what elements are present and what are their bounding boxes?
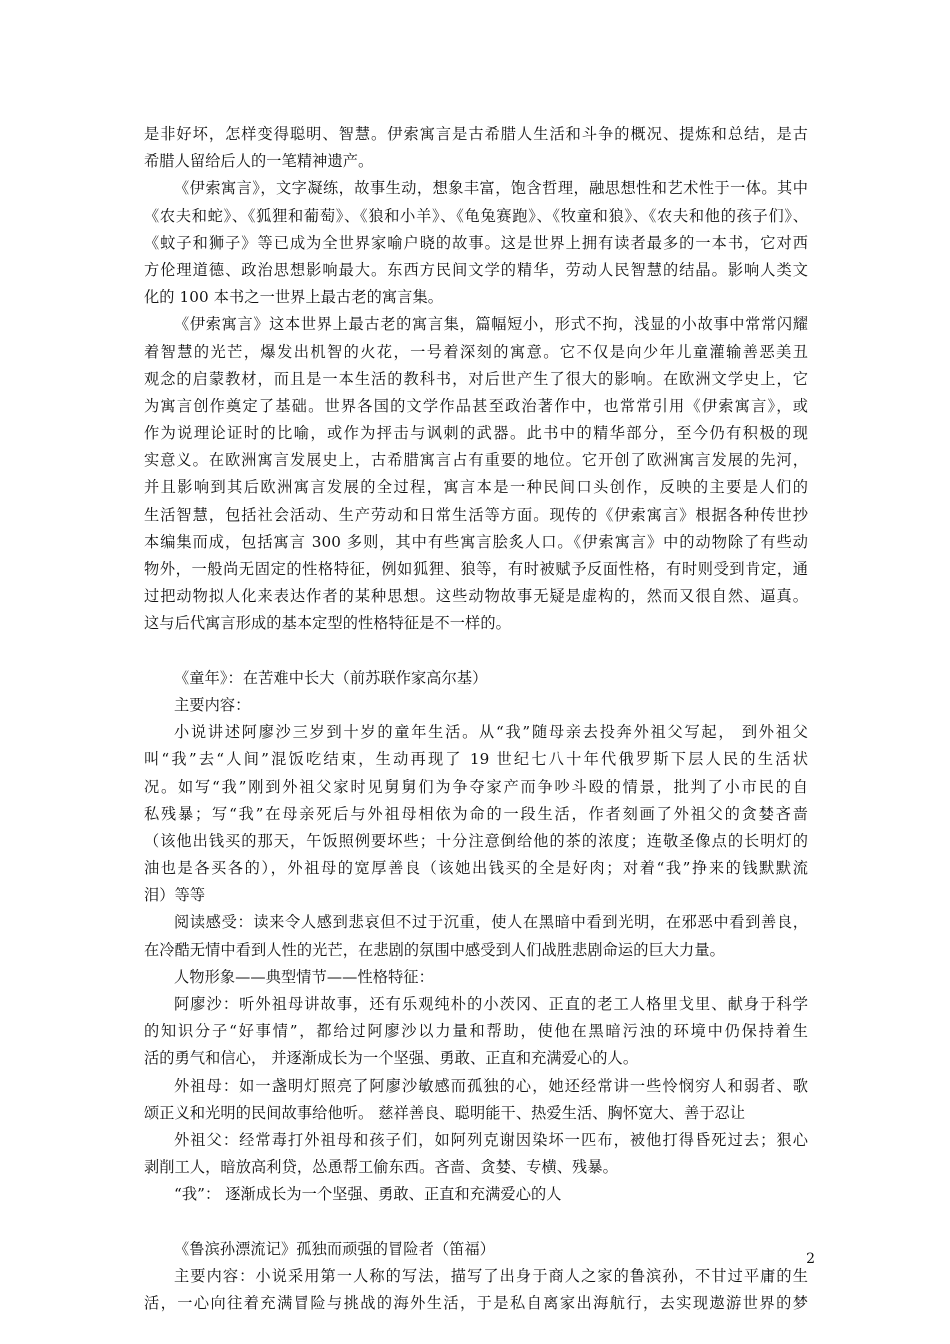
section-heading-childhood	[144, 665, 808, 692]
text-line: 《鲁滨孙漂流记》孤独而顽强的冒险者（笛福）	[174, 1239, 496, 1258]
text-line: 私残暴；写“我”在母亲死后与外祖母相依为命的一段生活，作者刻画了外祖父的贪婪吝啬	[144, 804, 808, 823]
paragraph-childhood-summary	[144, 719, 808, 909]
text-line: 颂正义和光明的民间故事给他听。 慈祥善良、聪明能干、热爱生活、胸怀宽大、善于忍让	[144, 1103, 746, 1122]
text-line: 外祖父：经常毒打外祖母和孩子们，如阿列克谢因染坏一匹布，被他打得昏死过去；狠心	[174, 1130, 808, 1149]
paragraph-aesop-continued	[144, 121, 808, 175]
text-line: 泪）等等	[144, 886, 206, 905]
text-line: 剥削工人，暗放高利贷，怂恿帮工偷东西。吝啬、贪婪、专横、残暴。	[144, 1158, 618, 1177]
paragraph-narrator	[144, 1181, 808, 1208]
text-line: 油也是各买各的），外祖母的宽厚善良（该她出钱买的全是好肉；对着“我”挣来的钱默默流	[144, 859, 808, 878]
text-line: 物外，一般尚无固定的性格特征，例如狐狸、狼等，有时被赋予反面性格，有时则受到肯定，通	[144, 560, 808, 578]
blank-line	[144, 1209, 808, 1236]
text-line: 《农夫和蛇》、《狐狸和葡萄》、《狼和小羊》、《龟兔赛跑》、《牧童和狼》、《农夫和他的孩子们》、	[144, 206, 808, 225]
text-line: 本编集而成，包括寓言 300 多则，其中有些寓言脍炙人口。《伊索寓言》中的动物除了有些动	[144, 532, 808, 551]
text-line: 活的勇气和信心， 并逐渐成长为一个坚强、勇敢、正直和充满爱心的人。	[144, 1049, 639, 1068]
text-line: 希腊人留给后人的一笔精神遗产。	[144, 152, 374, 171]
paragraph-reading-impression	[144, 909, 808, 963]
text-line: 小说讲述阿廖沙三岁到十岁的童年生活。从“我”随母亲去投奔外祖父写起， 到外祖父	[174, 723, 808, 742]
text-line: 这与后代寓言形成的基本定型的性格特征是不一样的。	[144, 614, 511, 633]
text-line: 主要内容：小说采用第一人称的写法，描写了出身于商人之家的鲁滨孙，不甘过平庸的生	[174, 1266, 808, 1285]
text-line: 并且影响到其后欧洲寓言发展的全过程，寓言本是一种民间口头创作，反映的主要是人们的	[144, 478, 808, 497]
text-line: 外祖母：如一盏明灯照亮了阿廖沙敏感而孤独的心，她还经常讲一些怜悯穷人和弱者、歌	[174, 1076, 808, 1095]
text-line: 叫“我”去“人间”混饭吃结束，生动再现了 19 世纪七八十年代俄罗斯下层人民的生活状	[144, 750, 808, 769]
text-line: 《伊索寓言》这本世界上最古老的寓言集，篇幅短小，形式不拘，浅显的小故事中常常闪耀	[174, 315, 808, 334]
text-line: 在冷酷无情中看到人性的光芒，在悲剧的氛围中感受到人们战胜悲剧命运的巨大力量。	[144, 940, 725, 959]
text-line: 阅读感受：读来令人感到悲哀但不过于沉重，使人在黑暗中看到光明，在邪恶中看到善良，	[174, 913, 808, 932]
paragraph-robinson-summary	[144, 1263, 808, 1317]
text-line: 着智慧的光芒，爆发出机智的火花，一号着深刻的寓意。它不仅是向少年儿童灌输善恶美丑	[144, 342, 808, 361]
label-characters	[144, 964, 808, 991]
paragraph-alyosha	[144, 991, 808, 1073]
blank-line	[144, 638, 808, 665]
text-line: 过把动物拟人化来表达作者的某种思想。这些动物故事无疑是虚构的，然而又很自然、逼真。	[144, 587, 808, 606]
text-line: 《伊索寓言》，文字凝练，故事生动，想象丰富，饱含哲理，融思想性和艺术性于一体。其中	[174, 179, 808, 198]
paragraph-aesop-significance	[144, 311, 808, 637]
paragraph-grandfather	[144, 1127, 808, 1181]
paragraph-aesop-overview	[144, 175, 808, 311]
text-line: “我”： 逐渐成长为一个坚强、勇敢、正直和充满爱心的人	[174, 1185, 562, 1204]
section-heading-robinson	[144, 1236, 808, 1263]
text-line: 实意义。在欧洲寓言发展史上，古希腊寓言占有重要的地位。它开创了欧洲寓言发展的先河，	[144, 451, 808, 470]
text-line: 的知识分子“好事情”，都给过阿廖沙以力量和帮助，使他在黑暗污浊的环境中仍保持着生	[144, 1022, 808, 1041]
text-line: 人物形象——典型情节——性格特征：	[174, 967, 434, 986]
text-line: 《蚊子和狮子》等已成为全世界家喻户晓的故事。这是世界上拥有读者最多的一本书，它对西	[144, 233, 808, 252]
text-line: 况。如写“我”刚到外祖父家时见舅舅们为争夺家产而争吵斗殴的情景，批判了小市民的自	[144, 777, 808, 796]
paragraph-grandmother	[144, 1073, 808, 1127]
text-line: 方伦理道德、政治思想影响最大。东西方民间文学的精华，劳动人民智慧的结晶。影响人类文	[144, 260, 808, 279]
text-line: （该他出钱买的那天，午饭照例要坏些；十分注意倒给他的茶的浓度；连敬圣像点的长明灯的	[144, 831, 808, 850]
page-body	[144, 121, 808, 1317]
page-number: 2	[806, 1251, 815, 1267]
text-line: 活，一心向往着充满冒险与挑战的海外生活，于是私自离家出海航行，去实现遨游世界的梦	[144, 1294, 808, 1313]
text-line: 阿廖沙：听外祖母讲故事，还有乐观纯朴的小茨冈、正直的老工人格里戈里、献身于科学	[174, 995, 808, 1013]
text-line: 是非好坏，怎样变得聪明、智慧。伊索寓言是古希腊人生活和斗争的概况、提炼和总结，是古	[144, 125, 808, 143]
text-line: 《童年》：在苦难中长大（前苏联作家高尔基）	[174, 668, 488, 687]
text-line: 生活智慧，包括社会活动、生产劳动和日常生活等方面。现传的《伊索寓言》根据各种传世抄	[144, 505, 808, 524]
text-line: 为寓言创作奠定了基础。世界各国的文学作品甚至政治著作中，也常常引用《伊索寓言》，或	[144, 396, 808, 415]
text-line: 主要内容：	[174, 695, 251, 714]
text-line: 化的 100 本书之一世界上最古老的寓言集。	[144, 288, 444, 307]
text-line: 作为说理论证时的比喻，或作为抨击与讽刺的武器。此书中的精华部分，至今仍有积极的现	[144, 424, 808, 443]
label-main-content	[144, 692, 808, 719]
text-line: 观念的启蒙教材，而且是一本生活的教科书，对后世产生了很大的影响。在欧洲文学史上，它	[144, 369, 808, 388]
